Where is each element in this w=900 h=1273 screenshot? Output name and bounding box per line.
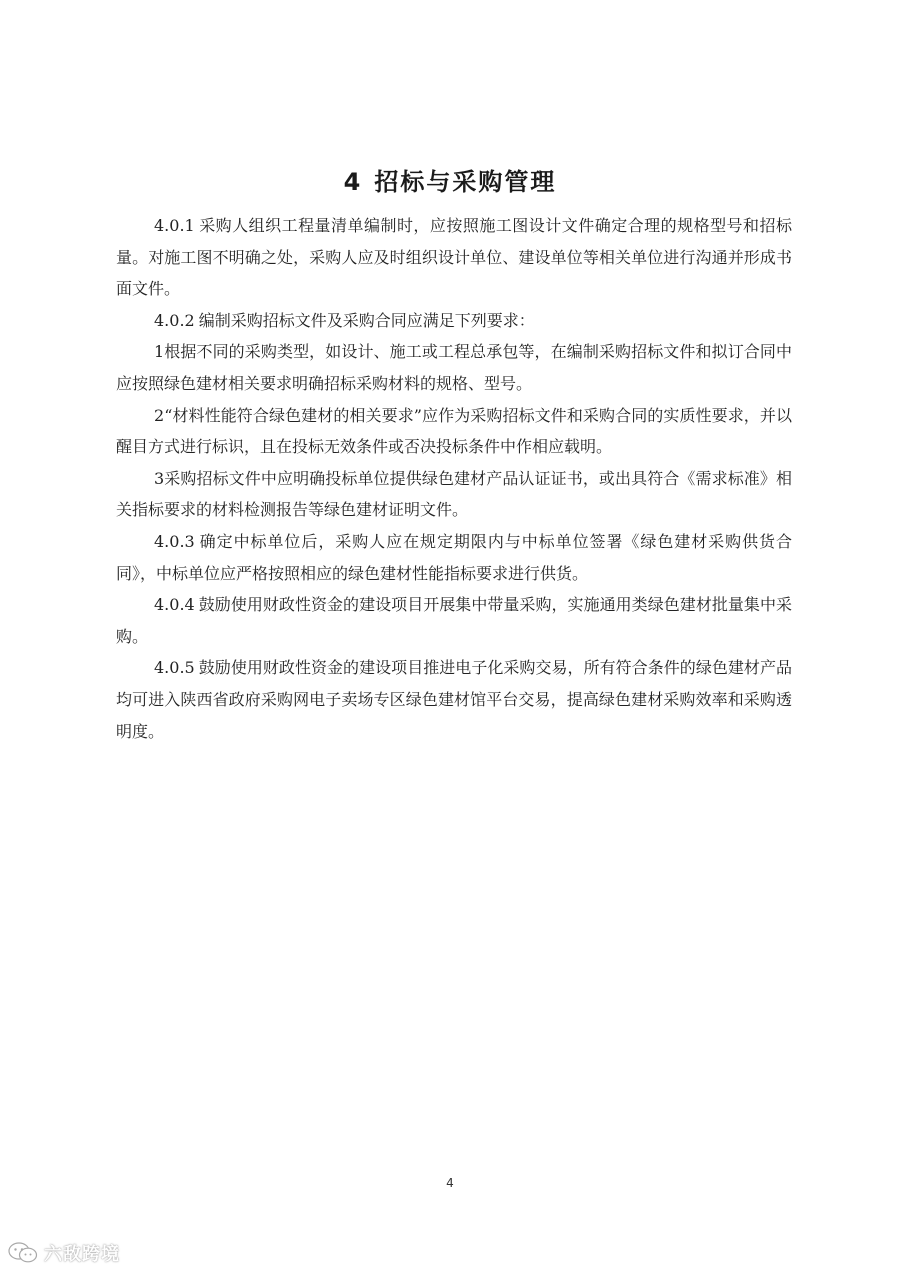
watermark-text: 六敌跨境 [44,1244,120,1265]
body-text [116,210,792,747]
section-title: 招标与采购管理 [374,168,557,196]
clause-text: 鼓励使用财政性资金的建设项目开展集中带量采购，实施通用类绿色建材批量集中采购。 [116,595,792,646]
clause-paragraph [116,526,792,589]
clause-number: 4.0.1 [154,216,195,235]
item-number: 3 [154,468,165,488]
clause-paragraph [116,305,792,337]
clause-paragraph [116,589,792,652]
clause-text: 确定中标单位后，采购人应在规定期限内与中标单位签署《绿色建材采购供货合同》，中标单位应严格按照相应的绿色建材性能指标要求进行供货。 [116,531,792,583]
clause-text: 采购人组织工程量清单编制时，应按照施工图设计文件确定合理的规格型号和招标量。对施工图不明确之处，采购人应及时组织设计单位、建设单位等相关单位进行沟通并形成书面文件。 [116,216,792,299]
clause-paragraph [116,336,792,399]
clause-number: 4.0.4 [154,595,195,615]
clause-paragraph [116,463,792,526]
clause-text: 编制采购招标文件及采购合同应满足下列要求： [198,310,535,330]
item-text: 根据不同的采购类型，如设计、施工或工程总承包等，在编制采购招标文件和拟订合同中应按照绿色建材相关要求明确招标采购材料的规格、型号。 [116,342,792,393]
section-number: 4 [343,168,363,196]
clause-number: 4.0.3 [154,531,195,551]
page-number: 4 [446,1176,454,1190]
clause-paragraph [116,400,792,463]
clause-number: 4.0.2 [154,310,195,330]
section-heading [0,162,900,197]
clause-paragraph [116,210,792,305]
item-number: 1 [154,342,165,362]
item-text: “材料性能符合绿色建材的相关要求”应作为采购招标文件和采购合同的实质性要求，并以醒目方式进行标识，且在投标无效条件或否决投标条件中作相应载明。 [116,405,792,457]
wechat-logo-icon [8,1241,38,1265]
clause-paragraph [116,652,792,747]
clause-number: 4.0.5 [154,658,195,678]
item-text: 采购招标文件中应明确投标单位提供绿色建材产品认证证书，或出具符合《需求标准》相关指标要求的材料检测报告等绿色建材证明文件。 [116,468,792,520]
clause-text: 鼓励使用财政性资金的建设项目推进电子化采购交易，所有符合条件的绿色建材产品均可进入陕西省政府采购网电子卖场专区绿色建材馆平台交易，提高绿色建材采购效率和采购透明度。 [116,658,792,741]
watermark [8,1240,120,1266]
item-number: 2 [154,405,165,425]
